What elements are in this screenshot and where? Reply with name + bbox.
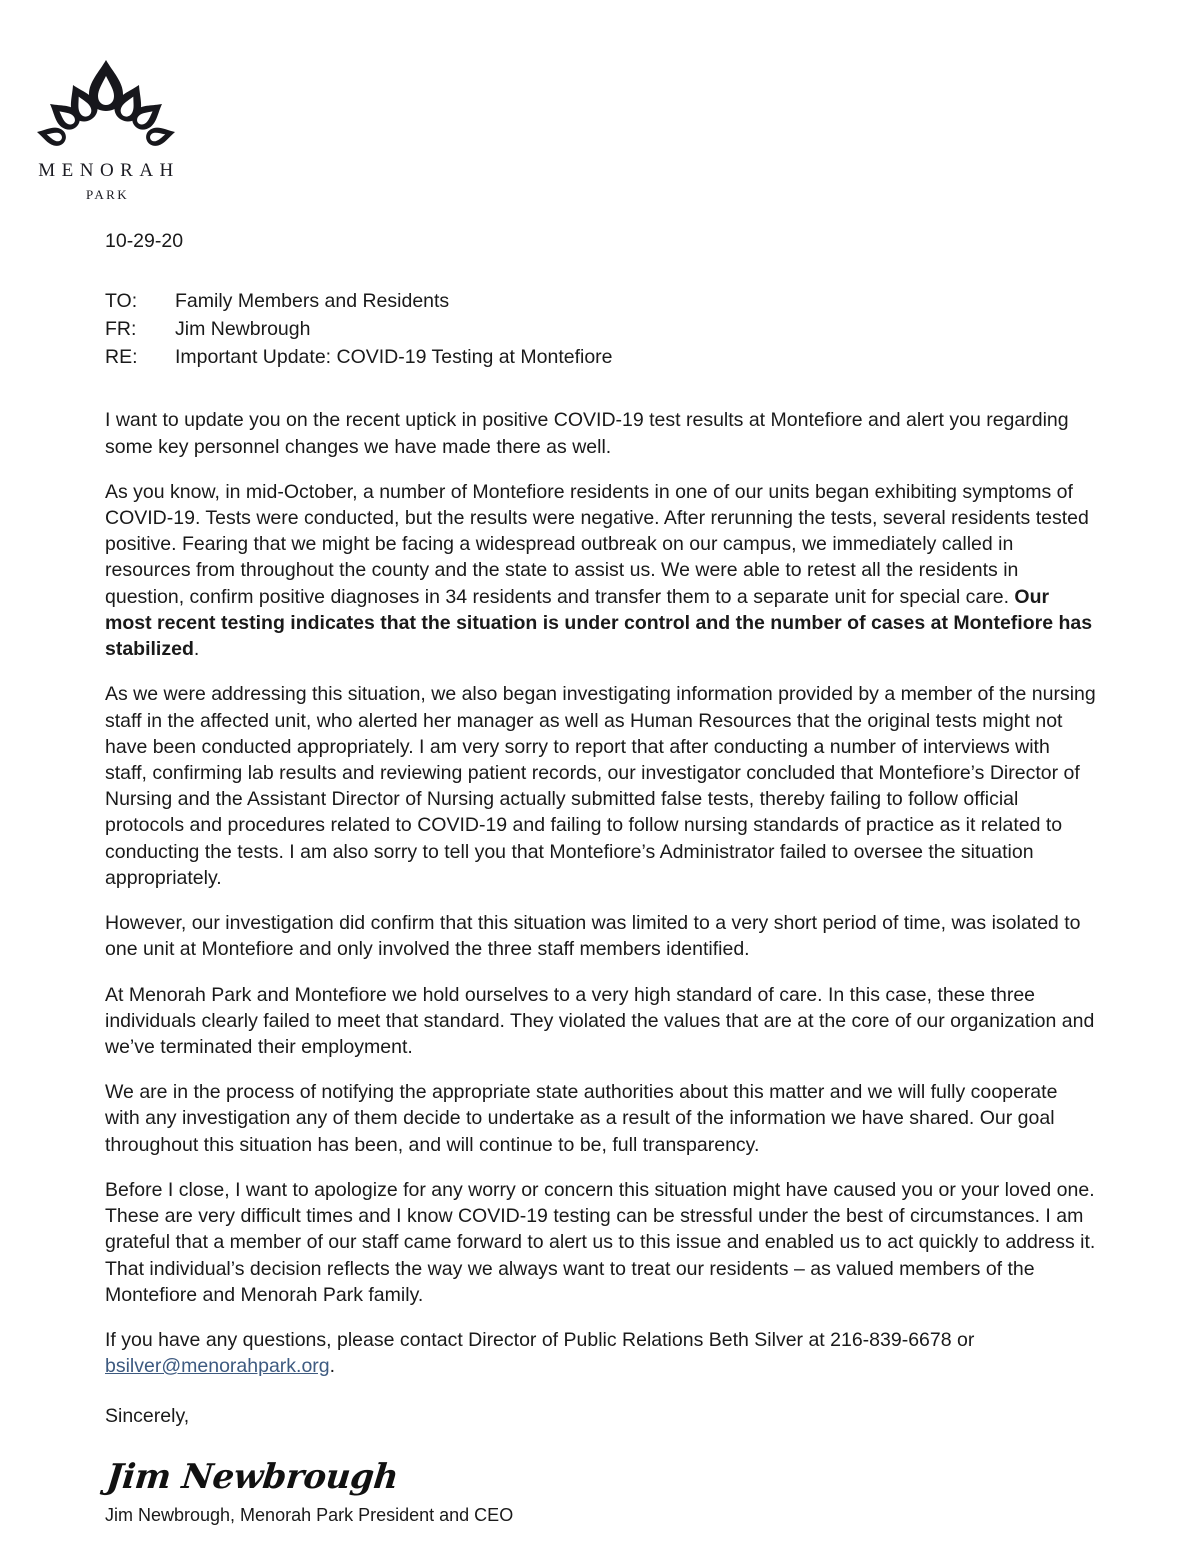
paragraph-6: We are in the process of notifying the appropriate state authorities about this matter and we will fully cooperate with any investigation any of them decide to undertake as a result of the information we have shared. Our goal throughout this situation has been, and will continue to be, full transparency. [105, 1081, 1058, 1156]
menorah-park-logo [16, 52, 196, 202]
paragraph-1: I want to update you on the recent uptick in positive COVID-19 test results at Montefiore and alert you regarding some key personnel changes we have made there as well. [105, 409, 1069, 458]
closing-salutation: Sincerely, [105, 1405, 190, 1428]
signature-name-title: Jim Newbrough, Menorah Park President and CEO [105, 1504, 514, 1525]
memo-row-re [105, 344, 1097, 372]
menorah-flames-icon [26, 52, 186, 157]
logo-wordmark: MENORAH [38, 160, 180, 181]
paragraph-7: Before I close, I want to apologize for any worry or concern this situation might have caused you or your loved one. These are very difficult times and I know COVID-19 testing can be stressful under the best of circumstances. I am grateful that a member of our staff came forward to alert us to this issue and enabled us to act quickly to address it. That individual’s decision reflects the way we always want to treat our residents – as valued members of the Montefiore and Menorah Park family. [105, 1178, 1096, 1306]
letter-date: 10-29-20 [105, 230, 184, 252]
letter-body [105, 228, 1097, 1527]
logo-sub-wordmark: PARK [85, 186, 130, 202]
paragraph-2-emphasis: Our most recent testing indicates that the situation is under control and the number of cases at Montefiore has stabilized [105, 585, 1093, 661]
email-link[interactable]: bsilver@menorahpark.org [105, 1355, 330, 1378]
paragraph-2 [105, 479, 1097, 663]
memo-value-to: Family Members and Residents [175, 290, 450, 313]
paragraph-4: However, our investigation did confirm that this situation was limited to a very short period of time, was isolated to one unit at Montefiore and only involved the three staff members identified. [105, 912, 1081, 961]
signature-script: Jim Newbrough [104, 1456, 401, 1497]
memo-row-to [105, 288, 1097, 316]
paragraph-3: As we were addressing this situation, we also began investigating information provided by a member of the nursing staff in the affected unit, who alerted her manager as well as Human Resources that the original tests might not have been conducted appropriately. I am very sorry to report that after conducting a number of interviews with staff, confirming lab results and reviewing patient records, our investigator concluded that Montefiore’s Director of Nursing and the Assistant Director of Nursing actually submitted false tests, thereby failing to follow official protocols and procedures related to COVID-19 and failing to follow nursing standards of practice as it related to conducting the tests. I am also sorry to tell you that Montefiore’s Administrator failed to oversee the situation appropriately. [105, 683, 1096, 889]
memo-label-re: RE: [105, 345, 138, 368]
memo-value-re: Important Update: COVID-19 Testing at Montefiore [175, 345, 613, 368]
memo-label-to: TO: [105, 290, 138, 313]
memo-value-from: Jim Newbrough [175, 318, 311, 340]
paragraph-2-text: As you know, in mid-October, a number of Montefiore residents in one of our units began exhibiting symptoms of COVID-19. Tests were conducted, but the results were negative. After rerunning the tests, several residents tested positive. Fearing that we might be facing a widespread outbreak on our campus, we immediately called in resources from throughout the county and the state to assist us. We were able to retest all the residents in question, confirm positive diagnoses in 34 residents and transfer them to a separate unit for special care. [105, 480, 1089, 608]
memo-header [105, 288, 1097, 371]
paragraph-8-contact [105, 1327, 1097, 1379]
paragraph-2-tail: . [193, 638, 200, 661]
contact-text: If you have any questions, please contact Director of Public Relations Beth Silver at 216-839-6678 or [105, 1328, 975, 1351]
contact-text-tail: . [329, 1355, 336, 1378]
memo-row-from [105, 316, 1097, 344]
paragraph-5: At Menorah Park and Montefiore we hold ourselves to a very high standard of care. In this case, these three individuals clearly failed to meet that standard. They violated the values that are at the core of our organization and we’ve terminated their employment. [105, 983, 1095, 1058]
memo-label-from: FR: [105, 318, 137, 340]
